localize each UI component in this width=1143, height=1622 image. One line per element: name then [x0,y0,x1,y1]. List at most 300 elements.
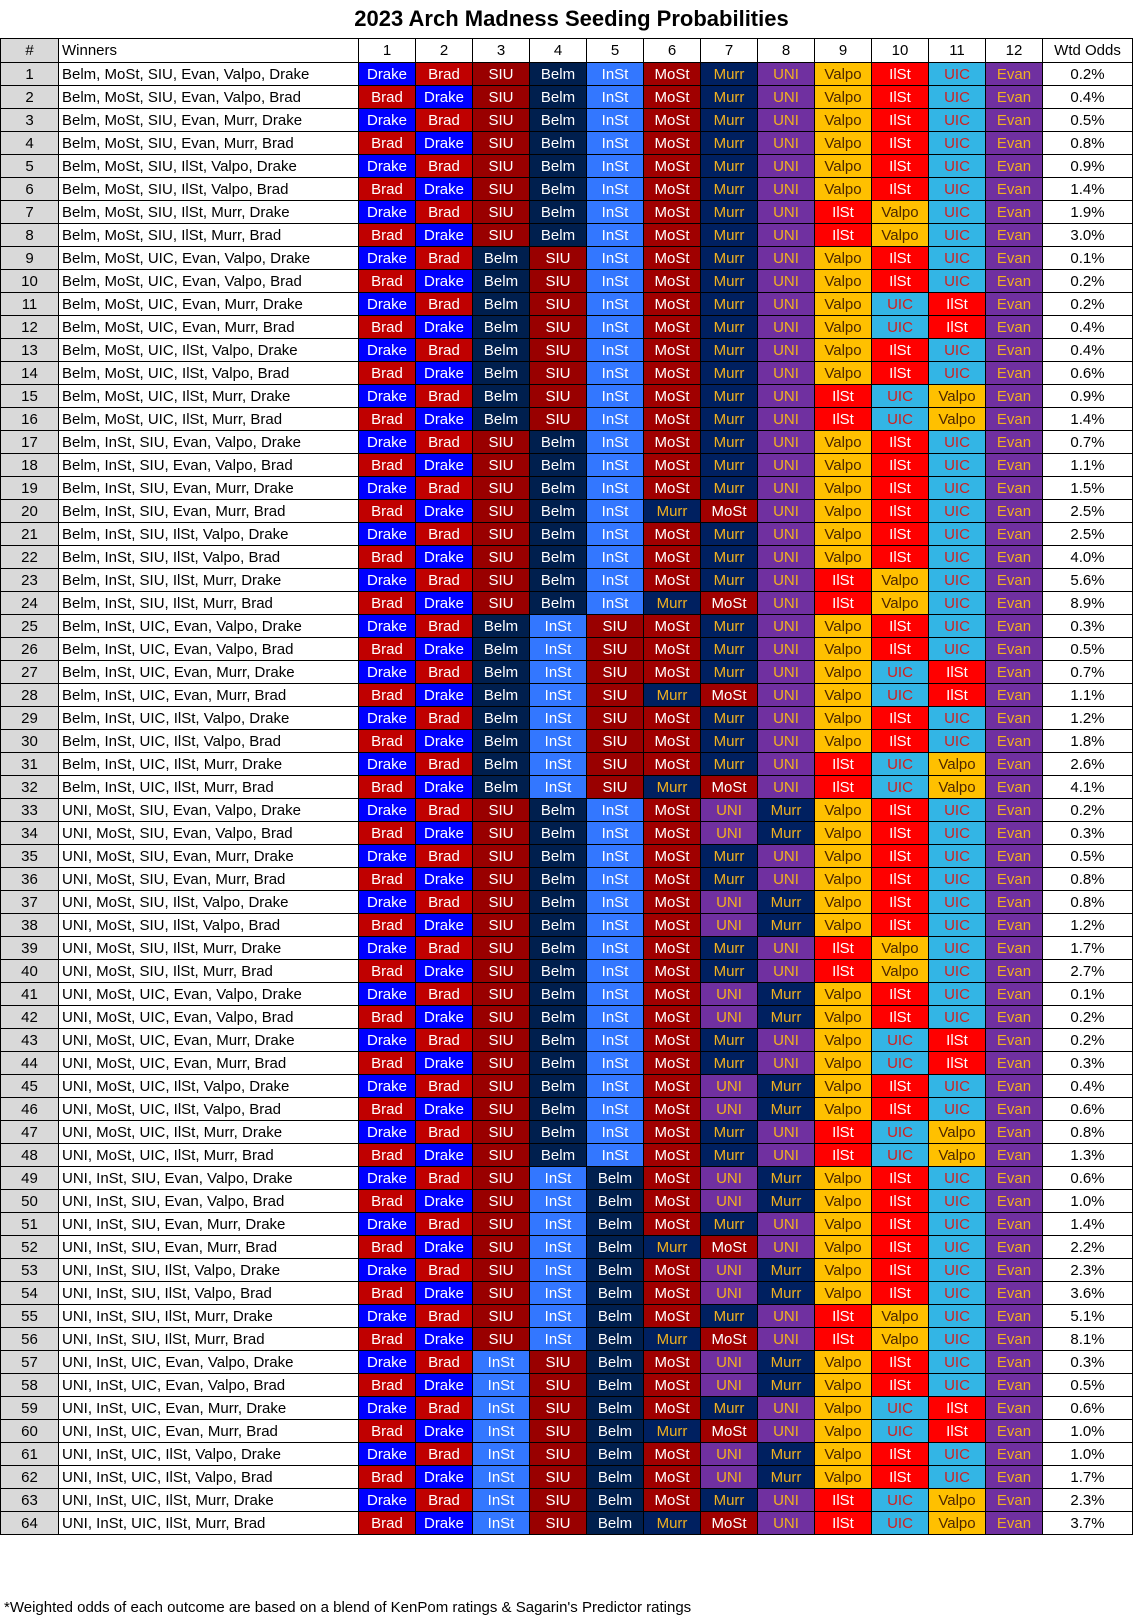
seed-cell: UIC [929,500,986,523]
seed-cell: UNI [758,1052,815,1075]
seed-cell: SIU [473,822,530,845]
winners-cell: Belm, MoSt, UIC, Evan, Murr, Drake [59,293,359,316]
seed-cell: UNI [701,1351,758,1374]
wtd-odds-cell: 0.1% [1043,247,1133,270]
row-number: 22 [1,546,59,569]
seed-cell: MoSt [644,638,701,661]
seed-cell: MoSt [701,684,758,707]
seed-cell: InSt [530,1282,587,1305]
seed-cell: UNI [758,132,815,155]
seed-cell: Evan [986,1351,1043,1374]
row-number: 12 [1,316,59,339]
seed-cell: Evan [986,546,1043,569]
table-row [1,937,1133,960]
seed-cell: Valpo [815,63,872,86]
seed-cell: UNI [701,983,758,1006]
winners-cell: Belm, InSt, UIC, IlSt, Valpo, Brad [59,730,359,753]
seed-cell: Belm [473,362,530,385]
seed-cell: Drake [416,1144,473,1167]
seed-cell: InSt [587,109,644,132]
wtd-odds-cell: 0.3% [1043,615,1133,638]
table-row [1,247,1133,270]
seed-cell: UIC [929,247,986,270]
seed-cell: SIU [530,385,587,408]
wtd-odds-cell: 0.8% [1043,868,1133,891]
seed-cell: Valpo [815,109,872,132]
seed-cell: Brad [416,1167,473,1190]
seed-cell: UIC [872,1052,929,1075]
row-number: 57 [1,1351,59,1374]
seed-cell: SIU [473,914,530,937]
seed-cell: SIU [473,1121,530,1144]
seed-cell: Evan [986,1489,1043,1512]
seed-cell: SIU [473,592,530,615]
seed-cell: UNI [701,1098,758,1121]
row-number: 27 [1,661,59,684]
seed-cell: UNI [758,477,815,500]
seed-cell: Murr [701,1213,758,1236]
seed-cell: Belm [473,408,530,431]
sheet-title: 2023 Arch Madness Seeding Probabilities [354,6,789,31]
seed-cell: IlSt [872,155,929,178]
seed-cell: IlSt [872,1167,929,1190]
seed-cell: Brad [359,914,416,937]
seed-cell: Valpo [815,1420,872,1443]
winners-cell: UNI, InSt, UIC, IlSt, Murr, Drake [59,1489,359,1512]
table-row [1,845,1133,868]
seed-cell: Valpo [815,1236,872,1259]
seed-cell: Murr [701,937,758,960]
seed-cell: UIC [929,707,986,730]
seed-cell: Evan [986,1328,1043,1351]
seed-cell: Murr [701,868,758,891]
seed-cell: SIU [587,753,644,776]
seed-cell: UIC [929,638,986,661]
seed-cell: Murr [644,1328,701,1351]
seed-cell: SIU [530,1466,587,1489]
seed-cell: MoSt [644,891,701,914]
seed-cell: SIU [530,247,587,270]
seed-cell: Murr [758,983,815,1006]
seed-cell: Valpo [815,1282,872,1305]
seed-cell: SIU [473,960,530,983]
seed-cell: Evan [986,868,1043,891]
seed-cell: Valpo [815,868,872,891]
seed-cell: SIU [473,86,530,109]
seed-cell: IlSt [929,316,986,339]
seed-cell: UNI [758,1213,815,1236]
seed-cell: UIC [872,684,929,707]
seed-cell: UNI [758,1144,815,1167]
seed-cell: IlSt [815,1328,872,1351]
seed-cell: Brad [416,1029,473,1052]
seed-cell: Brad [416,569,473,592]
seed-cell: InSt [587,201,644,224]
table-row [1,408,1133,431]
seed-cell: Valpo [815,822,872,845]
table-row [1,477,1133,500]
seed-cell: Drake [416,1466,473,1489]
seed-cell: MoSt [644,1466,701,1489]
seed-cell: MoSt [644,753,701,776]
seed-cell: InSt [473,1489,530,1512]
seed-cell: Evan [986,1466,1043,1489]
seed-cell: UNI [701,822,758,845]
seed-cell: Murr [644,684,701,707]
seed-cell: Murr [701,523,758,546]
header-seed-2: 2 [416,39,473,63]
seed-cell: Belm [587,1282,644,1305]
seed-cell: Belm [587,1466,644,1489]
table-row [1,224,1133,247]
table-row [1,316,1133,339]
table-row [1,1213,1133,1236]
seed-cell: Belm [530,845,587,868]
wtd-odds-cell: 0.4% [1043,1075,1133,1098]
seed-cell: Evan [986,224,1043,247]
wtd-odds-cell: 3.7% [1043,1512,1133,1535]
seed-cell: UNI [701,1006,758,1029]
seed-cell: SIU [473,132,530,155]
seed-cell: UIC [929,891,986,914]
seed-cell: Drake [359,615,416,638]
seed-cell: UIC [929,1466,986,1489]
table-row [1,155,1133,178]
seed-cell: Drake [359,1489,416,1512]
seed-cell: SIU [473,1328,530,1351]
seed-cell: Brad [416,155,473,178]
seed-cell: InSt [473,1374,530,1397]
seed-cell: Evan [986,592,1043,615]
seed-cell: Evan [986,960,1043,983]
seed-cell: Evan [986,523,1043,546]
winners-cell: UNI, InSt, SIU, IlSt, Valpo, Brad [59,1282,359,1305]
seed-cell: Drake [359,293,416,316]
seed-cell: UIC [872,776,929,799]
seed-cell: SIU [530,408,587,431]
seed-cell: SIU [473,178,530,201]
seed-cell: Drake [416,316,473,339]
table-row [1,569,1133,592]
seed-cell: IlSt [872,500,929,523]
seed-cell: Murr [758,1259,815,1282]
seed-cell: InSt [587,224,644,247]
seed-cell: Evan [986,500,1043,523]
row-number: 44 [1,1052,59,1075]
seed-cell: Evan [986,753,1043,776]
table-row [1,86,1133,109]
seed-cell: IlSt [872,362,929,385]
seed-cell: Belm [473,730,530,753]
seed-cell: UNI [758,592,815,615]
seed-cell: MoSt [644,983,701,1006]
seed-cell: IlSt [929,661,986,684]
seed-cell: Drake [359,339,416,362]
seed-cell: Evan [986,1512,1043,1535]
winners-cell: Belm, InSt, UIC, IlSt, Valpo, Drake [59,707,359,730]
table-row [1,1397,1133,1420]
seed-cell: InSt [530,615,587,638]
seed-cell: Drake [359,63,416,86]
seed-cell: Belm [587,1259,644,1282]
seed-cell: Evan [986,615,1043,638]
seed-cell: MoSt [644,937,701,960]
seed-cell: IlSt [815,592,872,615]
seed-cell: MoSt [644,155,701,178]
seed-cell: UIC [929,362,986,385]
seed-cell: MoSt [644,385,701,408]
seed-cell: MoSt [644,615,701,638]
seed-cell: Murr [701,707,758,730]
seed-cell: Valpo [815,247,872,270]
seed-cell: IlSt [872,868,929,891]
winners-cell: Belm, MoSt, UIC, IlSt, Murr, Drake [59,385,359,408]
seed-cell: Evan [986,914,1043,937]
seed-cell: Murr [758,891,815,914]
seed-cell: IlSt [872,845,929,868]
seed-cell: MoSt [644,1489,701,1512]
seed-cell: IlSt [872,1282,929,1305]
seed-cell: Belm [530,1144,587,1167]
seed-cell: Murr [701,178,758,201]
seed-cell: Belm [530,868,587,891]
seed-cell: UIC [872,385,929,408]
seed-cell: UIC [872,753,929,776]
seed-cell: MoSt [644,1213,701,1236]
seed-cell: Brad [416,661,473,684]
seed-cell: InSt [530,638,587,661]
seed-cell: Murr [701,845,758,868]
winners-cell: UNI, InSt, UIC, Evan, Valpo, Drake [59,1351,359,1374]
seed-cell: Murr [644,1236,701,1259]
row-number: 54 [1,1282,59,1305]
seed-cell: MoSt [644,730,701,753]
wtd-odds-cell: 1.4% [1043,178,1133,201]
seed-cell: UIC [929,983,986,1006]
winners-cell: Belm, InSt, SIU, Evan, Murr, Brad [59,500,359,523]
seed-cell: Valpo [815,431,872,454]
seed-cell: Belm [473,615,530,638]
seed-cell: Belm [530,155,587,178]
seed-cell: Valpo [815,1052,872,1075]
seed-cell: Brad [359,1098,416,1121]
seed-cell: UIC [929,109,986,132]
seed-cell: Drake [416,1420,473,1443]
seed-cell: UNI [758,1236,815,1259]
header-seed-4: 4 [530,39,587,63]
seed-cell: Evan [986,799,1043,822]
seed-cell: Murr [701,454,758,477]
seed-cell: Murr [758,914,815,937]
seed-cell: Belm [530,1029,587,1052]
seed-cell: IlSt [815,201,872,224]
seed-cell: Murr [701,408,758,431]
seed-cell: Valpo [929,1144,986,1167]
seed-cell: UIC [872,1489,929,1512]
seed-cell: InSt [587,339,644,362]
seed-cell: UIC [872,1420,929,1443]
seed-cell: Brad [416,753,473,776]
seed-cell: SIU [473,454,530,477]
seed-cell: InSt [530,1213,587,1236]
seed-cell: MoSt [644,109,701,132]
wtd-odds-cell: 0.8% [1043,132,1133,155]
seed-cell: MoSt [644,247,701,270]
seed-cell: Murr [701,224,758,247]
wtd-odds-cell: 2.5% [1043,523,1133,546]
row-number: 2 [1,86,59,109]
seed-cell: Murr [701,385,758,408]
seed-cell: SIU [473,1259,530,1282]
wtd-odds-cell: 0.9% [1043,155,1133,178]
seed-cell: MoSt [644,178,701,201]
seed-cell: Brad [416,707,473,730]
seed-cell: Valpo [815,1006,872,1029]
seed-cell: Drake [416,500,473,523]
seed-cell: InSt [587,1052,644,1075]
seed-cell: Belm [587,1489,644,1512]
seed-cell: Drake [359,983,416,1006]
seed-cell: Murr [701,1052,758,1075]
seed-cell: Evan [986,1259,1043,1282]
row-number: 34 [1,822,59,845]
header-seed-8: 8 [758,39,815,63]
seed-cell: Brad [359,1144,416,1167]
seed-cell: UNI [701,1259,758,1282]
row-number: 16 [1,408,59,431]
seed-cell: InSt [587,178,644,201]
seed-cell: Belm [473,247,530,270]
seed-cell: SIU [473,891,530,914]
seed-cell: Evan [986,1167,1043,1190]
seed-cell: Belm [473,339,530,362]
row-number: 32 [1,776,59,799]
seed-cell: IlSt [872,339,929,362]
row-number: 25 [1,615,59,638]
seed-cell: Belm [473,293,530,316]
seed-cell: UIC [929,270,986,293]
seed-cell: InSt [587,477,644,500]
table-row [1,1443,1133,1466]
seed-cell: Brad [416,247,473,270]
winners-cell: Belm, InSt, SIU, IlSt, Valpo, Brad [59,546,359,569]
row-number: 61 [1,1443,59,1466]
seed-cell: Drake [416,822,473,845]
seed-cell: UNI [758,707,815,730]
seed-cell: InSt [587,1098,644,1121]
seed-cell: Murr [701,1305,758,1328]
seed-cell: Brad [359,362,416,385]
table-row [1,615,1133,638]
seed-cell: IlSt [872,1213,929,1236]
wtd-odds-cell: 0.3% [1043,822,1133,845]
seed-cell: Brad [416,523,473,546]
seed-cell: UIC [929,937,986,960]
seed-cell: MoSt [644,454,701,477]
table-row [1,1006,1133,1029]
seed-cell: Drake [416,592,473,615]
seed-cell: Belm [530,431,587,454]
seed-cell: Belm [530,546,587,569]
row-number: 10 [1,270,59,293]
seed-cell: Drake [359,431,416,454]
seed-cell: Evan [986,1098,1043,1121]
seed-cell: Valpo [815,1466,872,1489]
table-row [1,891,1133,914]
seed-cell: UNI [758,868,815,891]
seed-cell: SIU [473,201,530,224]
seed-cell: IlSt [872,822,929,845]
seed-cell: Valpo [815,799,872,822]
wtd-odds-cell: 0.2% [1043,1029,1133,1052]
seed-cell: IlSt [872,546,929,569]
seed-cell: Murr [701,247,758,270]
winners-cell: UNI, InSt, UIC, IlSt, Valpo, Drake [59,1443,359,1466]
seed-cell: Valpo [815,1259,872,1282]
table-row [1,270,1133,293]
seed-cell: Belm [473,776,530,799]
wtd-odds-cell: 1.8% [1043,730,1133,753]
seed-cell: InSt [473,1443,530,1466]
seed-cell: Belm [473,753,530,776]
seed-cell: UIC [929,1213,986,1236]
row-number: 24 [1,592,59,615]
seed-cell: MoSt [644,1098,701,1121]
seed-cell: Murr [758,1282,815,1305]
seed-cell: SIU [587,707,644,730]
seed-cell: Drake [359,1351,416,1374]
seed-cell: SIU [473,224,530,247]
seed-cell: UNI [758,1121,815,1144]
seed-cell: MoSt [701,1236,758,1259]
table-body [1,63,1133,1535]
seed-cell: Brad [359,1190,416,1213]
footnote: *Weighted odds of each outcome are based on a blend of KenPom ratings & Sagarin's Predictor ratings [4,1599,692,1616]
row-number: 19 [1,477,59,500]
seed-cell: Drake [359,569,416,592]
seed-cell: IlSt [929,1420,986,1443]
seed-cell: SIU [530,339,587,362]
seed-cell: UIC [929,914,986,937]
seed-cell: UNI [701,914,758,937]
row-number: 56 [1,1328,59,1351]
seed-cell: InSt [530,776,587,799]
seed-cell: InSt [473,1466,530,1489]
seed-cell: Valpo [815,615,872,638]
table-row [1,132,1133,155]
seed-cell: IlSt [872,1351,929,1374]
seed-cell: UNI [758,63,815,86]
seed-cell: SIU [473,1167,530,1190]
seed-cell: SIU [530,1420,587,1443]
header-seed-3: 3 [473,39,530,63]
seed-cell: Murr [758,1374,815,1397]
seed-cell: UIC [872,1512,929,1535]
seed-cell: Evan [986,1374,1043,1397]
seed-cell: IlSt [872,1075,929,1098]
seed-cell: Murr [701,638,758,661]
seed-cell: SIU [473,1075,530,1098]
seed-cell: Valpo [815,1190,872,1213]
seed-cell: Valpo [872,937,929,960]
seed-cell: Murr [701,1029,758,1052]
seed-cell: Brad [359,1328,416,1351]
seed-cell: MoSt [701,776,758,799]
seed-cell: Brad [416,431,473,454]
seed-cell: Murr [758,1466,815,1489]
seed-cell: Evan [986,1190,1043,1213]
seed-cell: UIC [929,431,986,454]
